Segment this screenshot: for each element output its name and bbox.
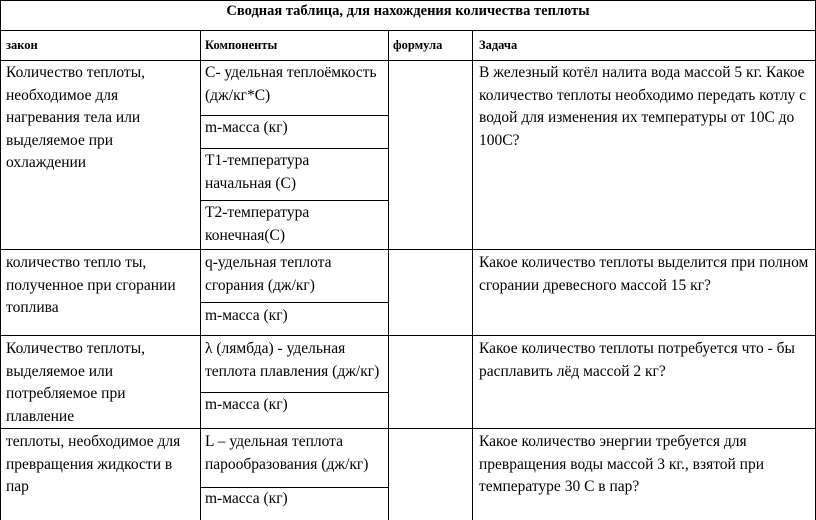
header-components: Компоненты	[205, 38, 278, 52]
border	[0, 0, 816, 1]
header-task: Задача	[479, 38, 518, 52]
component-cell: Т2-температура конечная(С)	[205, 204, 310, 244]
component-cell: m-масса (кг)	[205, 490, 288, 507]
task-cell: Какое количество энергии требуется для превращения воды массой 3 кг., взятой при температуре 30 С в пар?	[479, 433, 765, 495]
border	[0, 335, 816, 336]
table-title: Сводная таблица, для нахождения количества теплоты	[226, 3, 590, 19]
task-cell: Какое количество теплоты выделится при полном сгорании древесного массой 15 кг?	[479, 254, 809, 294]
border	[0, 0, 1, 520]
component-cell: λ (лямбда) - удельная теплота плавления (дж/кг)	[205, 340, 380, 380]
border	[0, 30, 816, 31]
component-cell: m-масса (кг)	[205, 119, 288, 136]
border	[200, 30, 201, 520]
task-cell: Какое количество теплоты потребуется что - бы расплавить лёд массой 2 кг?	[479, 340, 795, 380]
task-cell: В железный котёл налита вода массой 5 кг. Какое количество теплоты необходимо передать котлу с водой для изменения их температуры от 10С до 100С?	[479, 64, 807, 149]
border	[472, 30, 473, 520]
border	[388, 30, 389, 520]
header-law: закон	[6, 38, 38, 52]
border	[0, 249, 816, 250]
border	[200, 148, 388, 149]
component-cell: Т1-температура начальная (С)	[205, 152, 310, 192]
border	[200, 115, 388, 116]
component-cell: q-удельная теплота сгорания (дж/кг)	[205, 254, 332, 294]
border	[200, 392, 388, 393]
header-formula: формула	[393, 38, 443, 52]
law-cell: Количество теплоты, выделяемое или потребляемое при плавление	[6, 340, 145, 425]
component-cell: L – удельная теплота парообразования (дж/кг)	[205, 433, 369, 473]
law-cell: Количество теплоты, необходимое для нагревания тела или выделяемое при охлаждении	[6, 64, 145, 171]
border	[0, 428, 816, 429]
component-cell: m-масса (кг)	[205, 396, 288, 413]
law-cell: количество тепло ты, полученное при сгорании топлива	[6, 254, 176, 316]
border	[200, 200, 388, 201]
component-cell: m-масса (кг)	[205, 307, 288, 324]
border	[200, 302, 388, 303]
border	[0, 60, 816, 61]
law-cell: теплоты, необходимое для превращения жидкости в пар	[6, 433, 181, 495]
component-cell: С- удельная теплоёмкость (дж/кг*С)	[205, 64, 377, 104]
